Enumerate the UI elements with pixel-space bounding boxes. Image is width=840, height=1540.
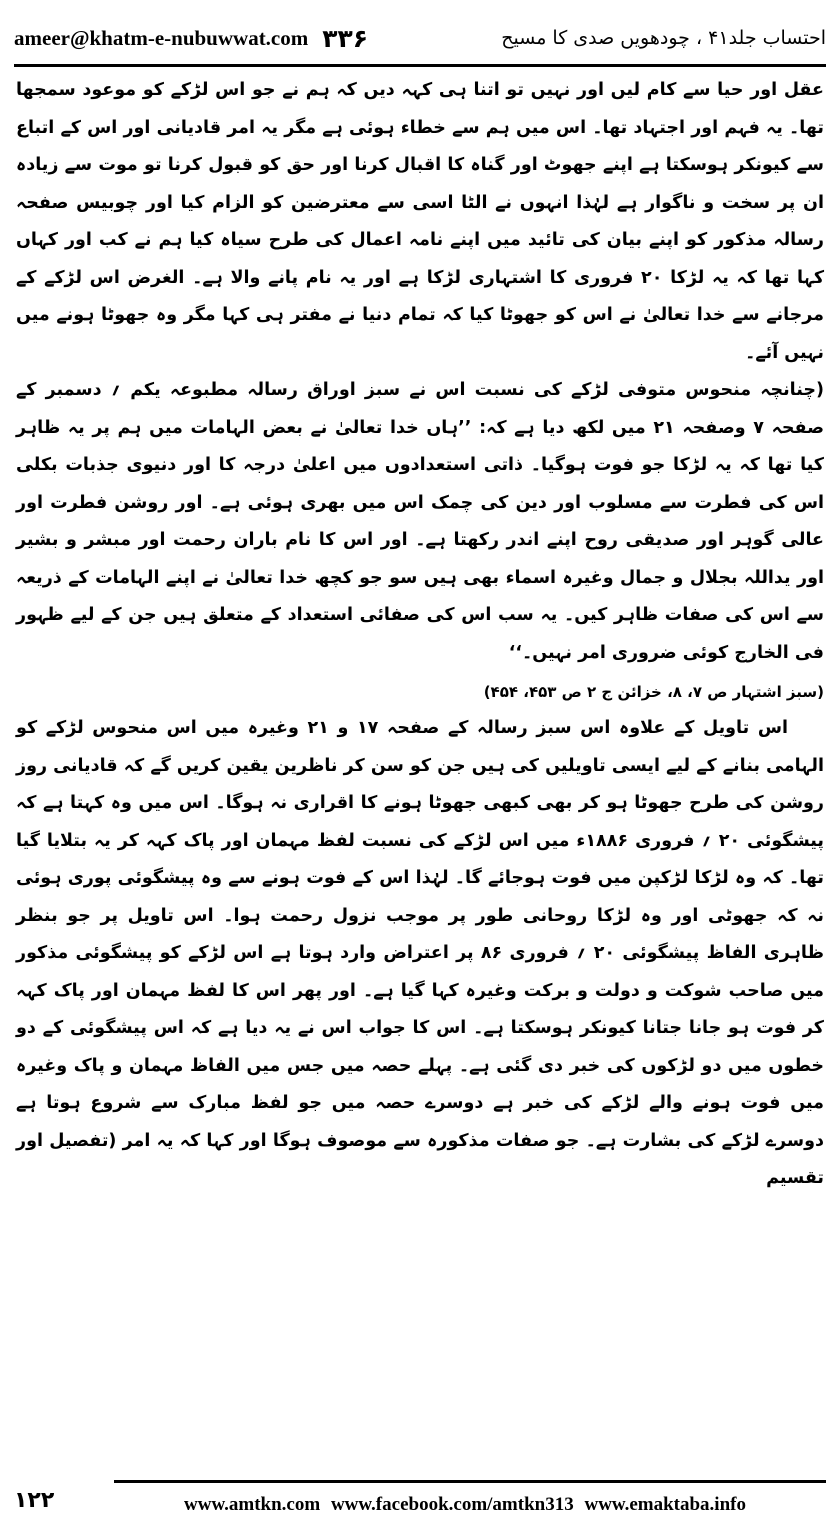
header-email: ameer@khatm-e-nubuwwat.com — [14, 25, 309, 50]
page-footer — [14, 1480, 826, 1530]
page-body — [16, 72, 824, 1468]
body-paragraph-3: اس تاویل کے علاوہ اس سبز رسالہ کے صفحہ ۱۷ و ۲۱ وغیرہ میں اس منحوس لڑکے کو الہامی بنانے کے لیے ایسی تاویلیں کی ہیں جن کو سن کر ناظرین یقین کریں گے کہ قادیانی روز روشن کی طرح جھوٹا ہو کر بھی کبھی جھوٹا ہونے کا اقراری نہ ہوگا۔ اس میں وہ کہتا ہے کہ پیشگوئی ۲۰ ؍ فروری ۱۸۸۶ء میں اس لڑکے کی نسبت لفظ مہمان اور پاک کہہ کر یہ بتلایا گیا تھا۔ کہ وہ لڑکا لڑکپن میں فوت ہوجائے گا۔ لہٰذا اس کے فوت ہونے سے وہ پیشگوئی پوری ہوئی نہ کہ جھوٹی اور وہ لڑکا روحانی طور پر موجب نزول رحمت ہوا۔ اس تاویل پر جو بنظر ظاہری الفاظ پیشگوئی ۲۰ ؍ فروری ۸۶ پر اعتراض وارد ہوتا ہے اس لڑکے کو پیشگوئی مذکور میں صاحب شوکت و دولت و برکت وغیرہ کہا گیا ہے۔ اور پھر اس کا لفظ مہمان اور پاک کہہ کر فوت ہو جانا جتانا کیونکر ہوسکتا ہے۔ اس کا جواب اس نے یہ دیا ہے کہ اس پیشگوئی کے دو خطوں میں دو لڑکوں کی خبر دی گئی ہے۔ پہلے حصہ میں جس میں الفاظ مہمان و پاک وغیرہ میں فوت ہونے والے لڑکے کی خبر ہے دوسرے حصہ میں جو لفظ مبارک سے شروع ہوتا ہے دوسرے لڑکے کی بشارت ہے۔ جو صفات مذکورہ سے موصوف ہوگا اور کہا کہ یہ امر (تفصیل اور تقسیم — [16, 718, 825, 1188]
footer-link-emaktaba[interactable]: www.emaktaba.info — [584, 1494, 746, 1515]
header-page-number: ۳۳۶ — [322, 23, 369, 53]
reference-citation: (سبز اشتہار ص ۷، ۸، خزائن ج ۲ ص ۴۵۳، ۴۵۴) — [483, 683, 824, 701]
footer-page-number: ۱۲۲ — [14, 1488, 55, 1513]
footer-divider — [114, 1480, 826, 1483]
header-title: احتساب جلد۴۱ ، چودھویں صدی کا مسیح — [501, 27, 826, 49]
page-header — [14, 16, 826, 60]
footer-links — [104, 1494, 826, 1516]
header-divider — [14, 64, 826, 67]
body-paragraph-2: (چنانچہ منحوس متوفی لڑکے کی نسبت اس نے سبز اوراق رسالہ مطبوعہ یکم ؍ دسمبر کے صفحہ ۷ وصفحہ ۲۱ میں لکھ دیا ہے کہ: ’’ہاں خدا تعالیٰ نے بعض الہامات میں ہم پر یہ ظاہر کیا تھا کہ یہ لڑکا جو فوت ہوگیا۔ ذاتی استعدادوں میں اعلیٰ درجہ کا اور دنیوی جذبات بکلی اس کی فطرت سے مسلوب اور دین کی چمک اس میں بھری ہوئی ہے۔ اور روشن فطرت اور عالی گوہر اور صدیقی روح اپنے اندر رکھتا ہے۔ اور اس کا نام باران رحمت اور مبشر و بشیر اور یداللہ بجلال و جمال وغیرہ اسماء بھی ہیں سو جو کچھ خدا تعالیٰ نے اپنے الہامات کے ذریعہ سے اس کی صفات ظاہر کیں۔ یہ سب اس کی صفائی استعداد کے متعلق ہیں جن کے لیے ظہور فی الخارج کوئی ضروری امر نہیں۔‘‘ — [16, 380, 825, 663]
header-left — [14, 24, 368, 53]
body-paragraph-1: عقل اور حیا سے کام لیں اور نہیں تو اتنا ہی کہہ دیں کہ ہم نے جو اس لڑکے کو موعود سمجھا تھا۔ یہ فہم اور اجتہاد تھا۔ اس میں ہم سے خطاء ہوئی ہے مگر یہ امر قادیانی اور اس کے اتباع سے کیونکر ہوسکتا ہے اپنے جھوٹ اور گناہ کا اقبال کرنا اور حق کو قبول کرنا تو موت سے زیادہ ان پر سخت و ناگوار ہے لہٰذا انہوں نے الٹا اسی سے معترضین کو الزام کیا اور چوبیس صفحہ رسالہ مذکور کو اپنے بیان کی تائید میں اپنے نامہ اعمال کی طرح سیاہ کیا ہم نے کب اور کہاں کہا تھا کہ یہ لڑکا ۲۰ فروری کا اشتہاری لڑکا ہے اور یہ نام پانے والا ہے۔ الغرض اس لڑکے کے مرجانے سے خدا تعالیٰ نے اس کو جھوٹا کیا کہ تمام دنیا نے مفتر ہی کہا مگر وہ جھوٹا ہونے میں نہیں آئے۔ — [16, 80, 824, 363]
footer-link-facebook[interactable]: www.facebook.com/amtkn313 — [330, 1494, 574, 1515]
footer-link-amtkn[interactable]: www.amtkn.com — [184, 1494, 321, 1515]
